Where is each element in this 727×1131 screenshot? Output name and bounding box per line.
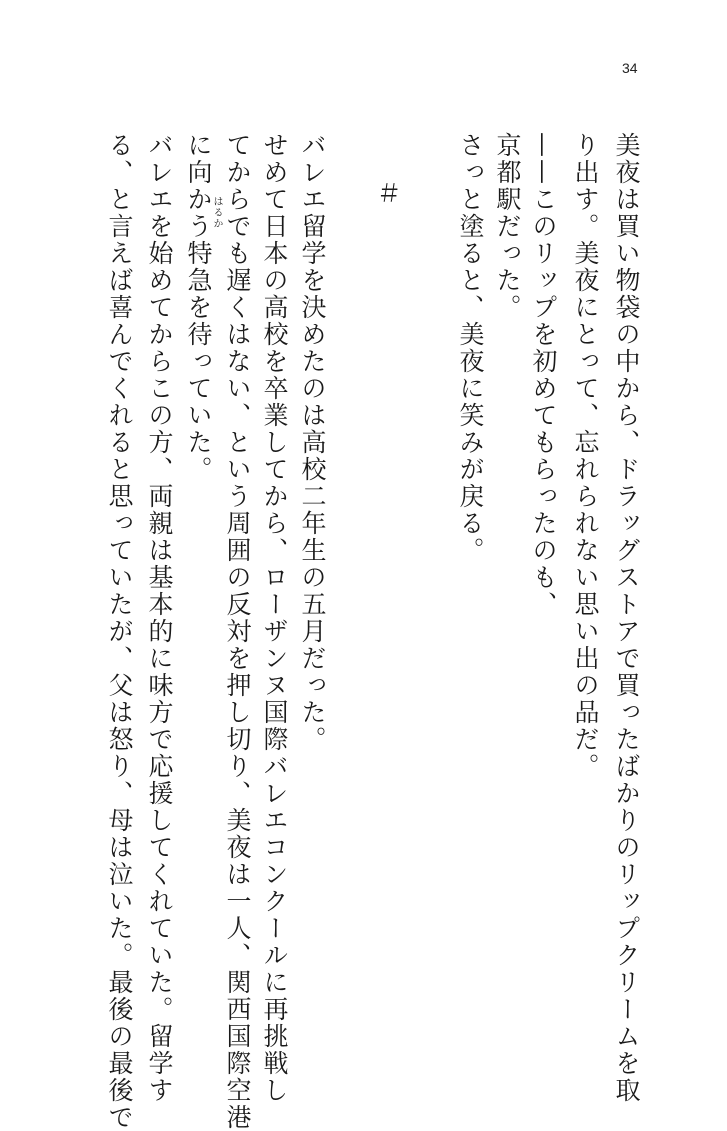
text-column: てからでも遅くはない、という周囲の反対を押し切り、美夜は一人、関西国際空港 <box>223 132 252 1131</box>
page-number: 34 <box>622 60 638 76</box>
ruby-annotation: はるか <box>211 196 222 229</box>
text-column: バレエを始めてからこの方、両親は基本的に味方で応援してくれていた。留学す <box>145 132 174 1104</box>
text-column: り出す。美夜にとって、忘れられない思い出の品だ。 <box>571 132 600 780</box>
text-column: 京都駅だった。 <box>493 132 522 321</box>
text-column: 美夜は買い物袋の中から、ドラッグストアで買ったばかりのリップクリームを取 <box>612 132 641 1104</box>
text-column: る、と言えば喜んでくれると思っていたが、父は怒り、母は泣いた。最後の最後で <box>105 132 134 1131</box>
text-column: せめて日本の高校を卒業してから、ローザンヌ国際バレエコンクールに再挑戦し <box>260 132 289 1104</box>
text-column: バレエ留学を決めたのは高校二年生の五月だった。 <box>298 132 327 753</box>
text-column: に向かう特急を待っていた。 <box>184 132 213 483</box>
text-column: ——このリップを初めてもらったのも、 <box>529 132 558 618</box>
section-break: ＃ <box>373 180 402 207</box>
text-column: さっと塗ると、美夜に笑みが戻る。 <box>456 132 485 564</box>
